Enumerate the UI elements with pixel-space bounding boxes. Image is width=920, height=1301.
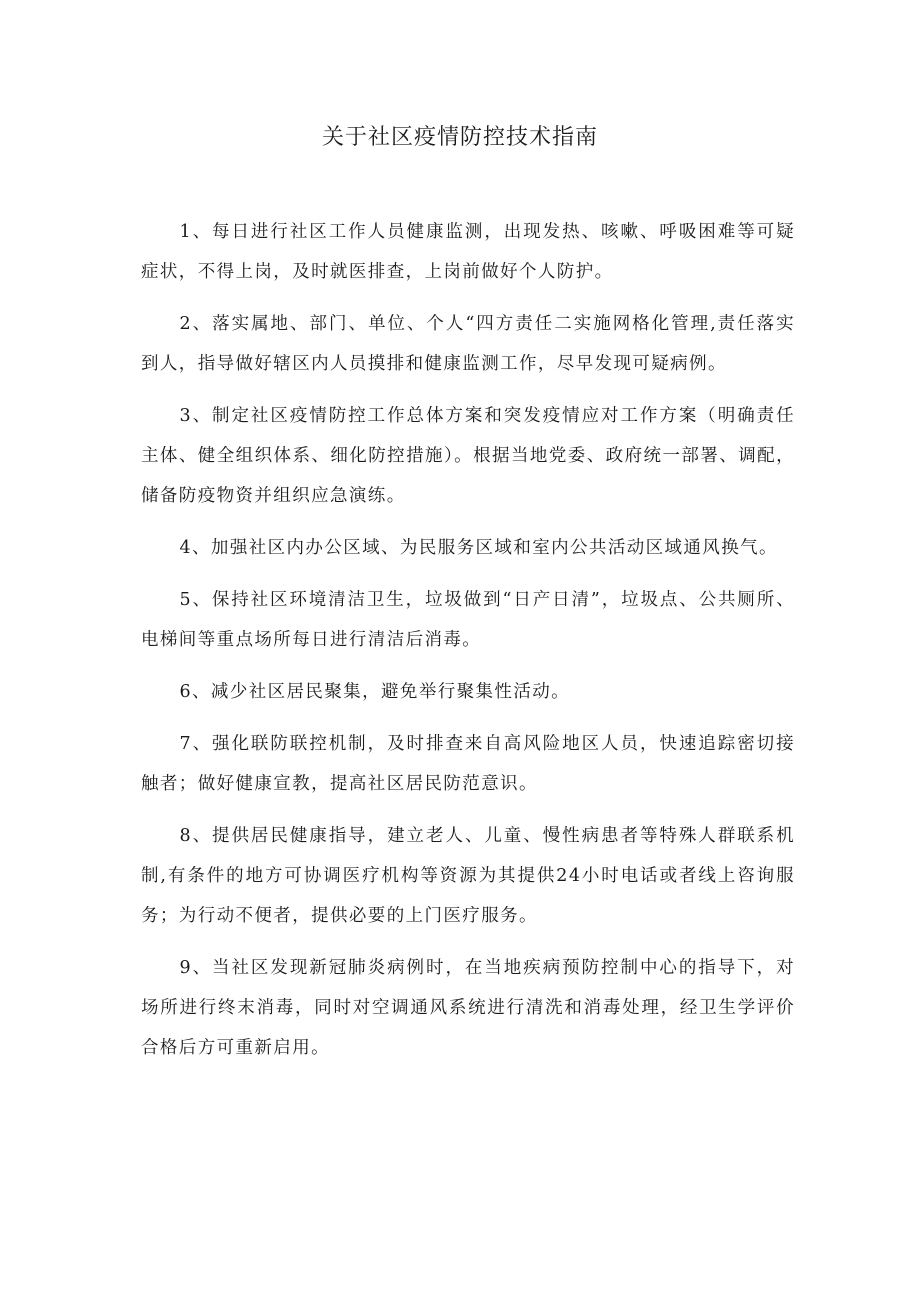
guideline-item-5: 5、保持社区环境清洁卫生，垃圾做到“日产日清”，垃圾点、公共厕所、电梯间等重点场所每日进行清洁后消毒。 <box>141 590 795 650</box>
guideline-item-9: 9、当社区发现新冠肺炎病例时，在当地疾病预防控制中心的指导下，对场所进行终末消毒，同时对空调通风系统进行清洗和消毒处理，经卫生学评价合格后方可重新启用。 <box>141 958 795 1058</box>
guideline-item-3: 3、制定社区疫情防控工作总体方案和突发疫情应对工作方案（明确责任主体、健全组织体系、细化防控措施）。根据当地党委、政府统一部署、调配，储备防疫物资并组织应急演练。 <box>141 406 795 506</box>
document-body <box>141 212 795 1080</box>
guideline-item-1: 1、每日进行社区工作人员健康监测，出现发热、咳嗽、呼吸困难等可疑症状，不得上岗，及时就医排查，上岗前做好个人防护。 <box>141 222 795 282</box>
document-title: 关于社区疫情防控技术指南 <box>321 125 598 150</box>
guideline-item-6: 6、减少社区居民聚集，避免举行聚集性活动。 <box>179 682 571 702</box>
guideline-item-4: 4、加强社区内办公区域、为民服务区域和室内公共活动区域通风换气。 <box>179 538 778 558</box>
guideline-item-2: 2、落实属地、部门、单位、个人“四方责任二实施网格化管理,责任落实到人，指导做好辖区内人员摸排和健康监测工作，尽早发现可疑病例。 <box>141 314 795 374</box>
guideline-item-7: 7、强化联防联控机制，及时排查来自高风险地区人员，快速追踪密切接触者；做好健康宣教，提高社区居民防范意识。 <box>141 734 795 794</box>
guideline-item-8: 8、提供居民健康指导，建立老人、儿童、慢性病患者等特殊人群联系机制,有条件的地方可协调医疗机构等资源为其提供24小时电话或者线上咨询服务；为行动不便者，提供必要的上门医疗服务。 <box>141 826 795 926</box>
